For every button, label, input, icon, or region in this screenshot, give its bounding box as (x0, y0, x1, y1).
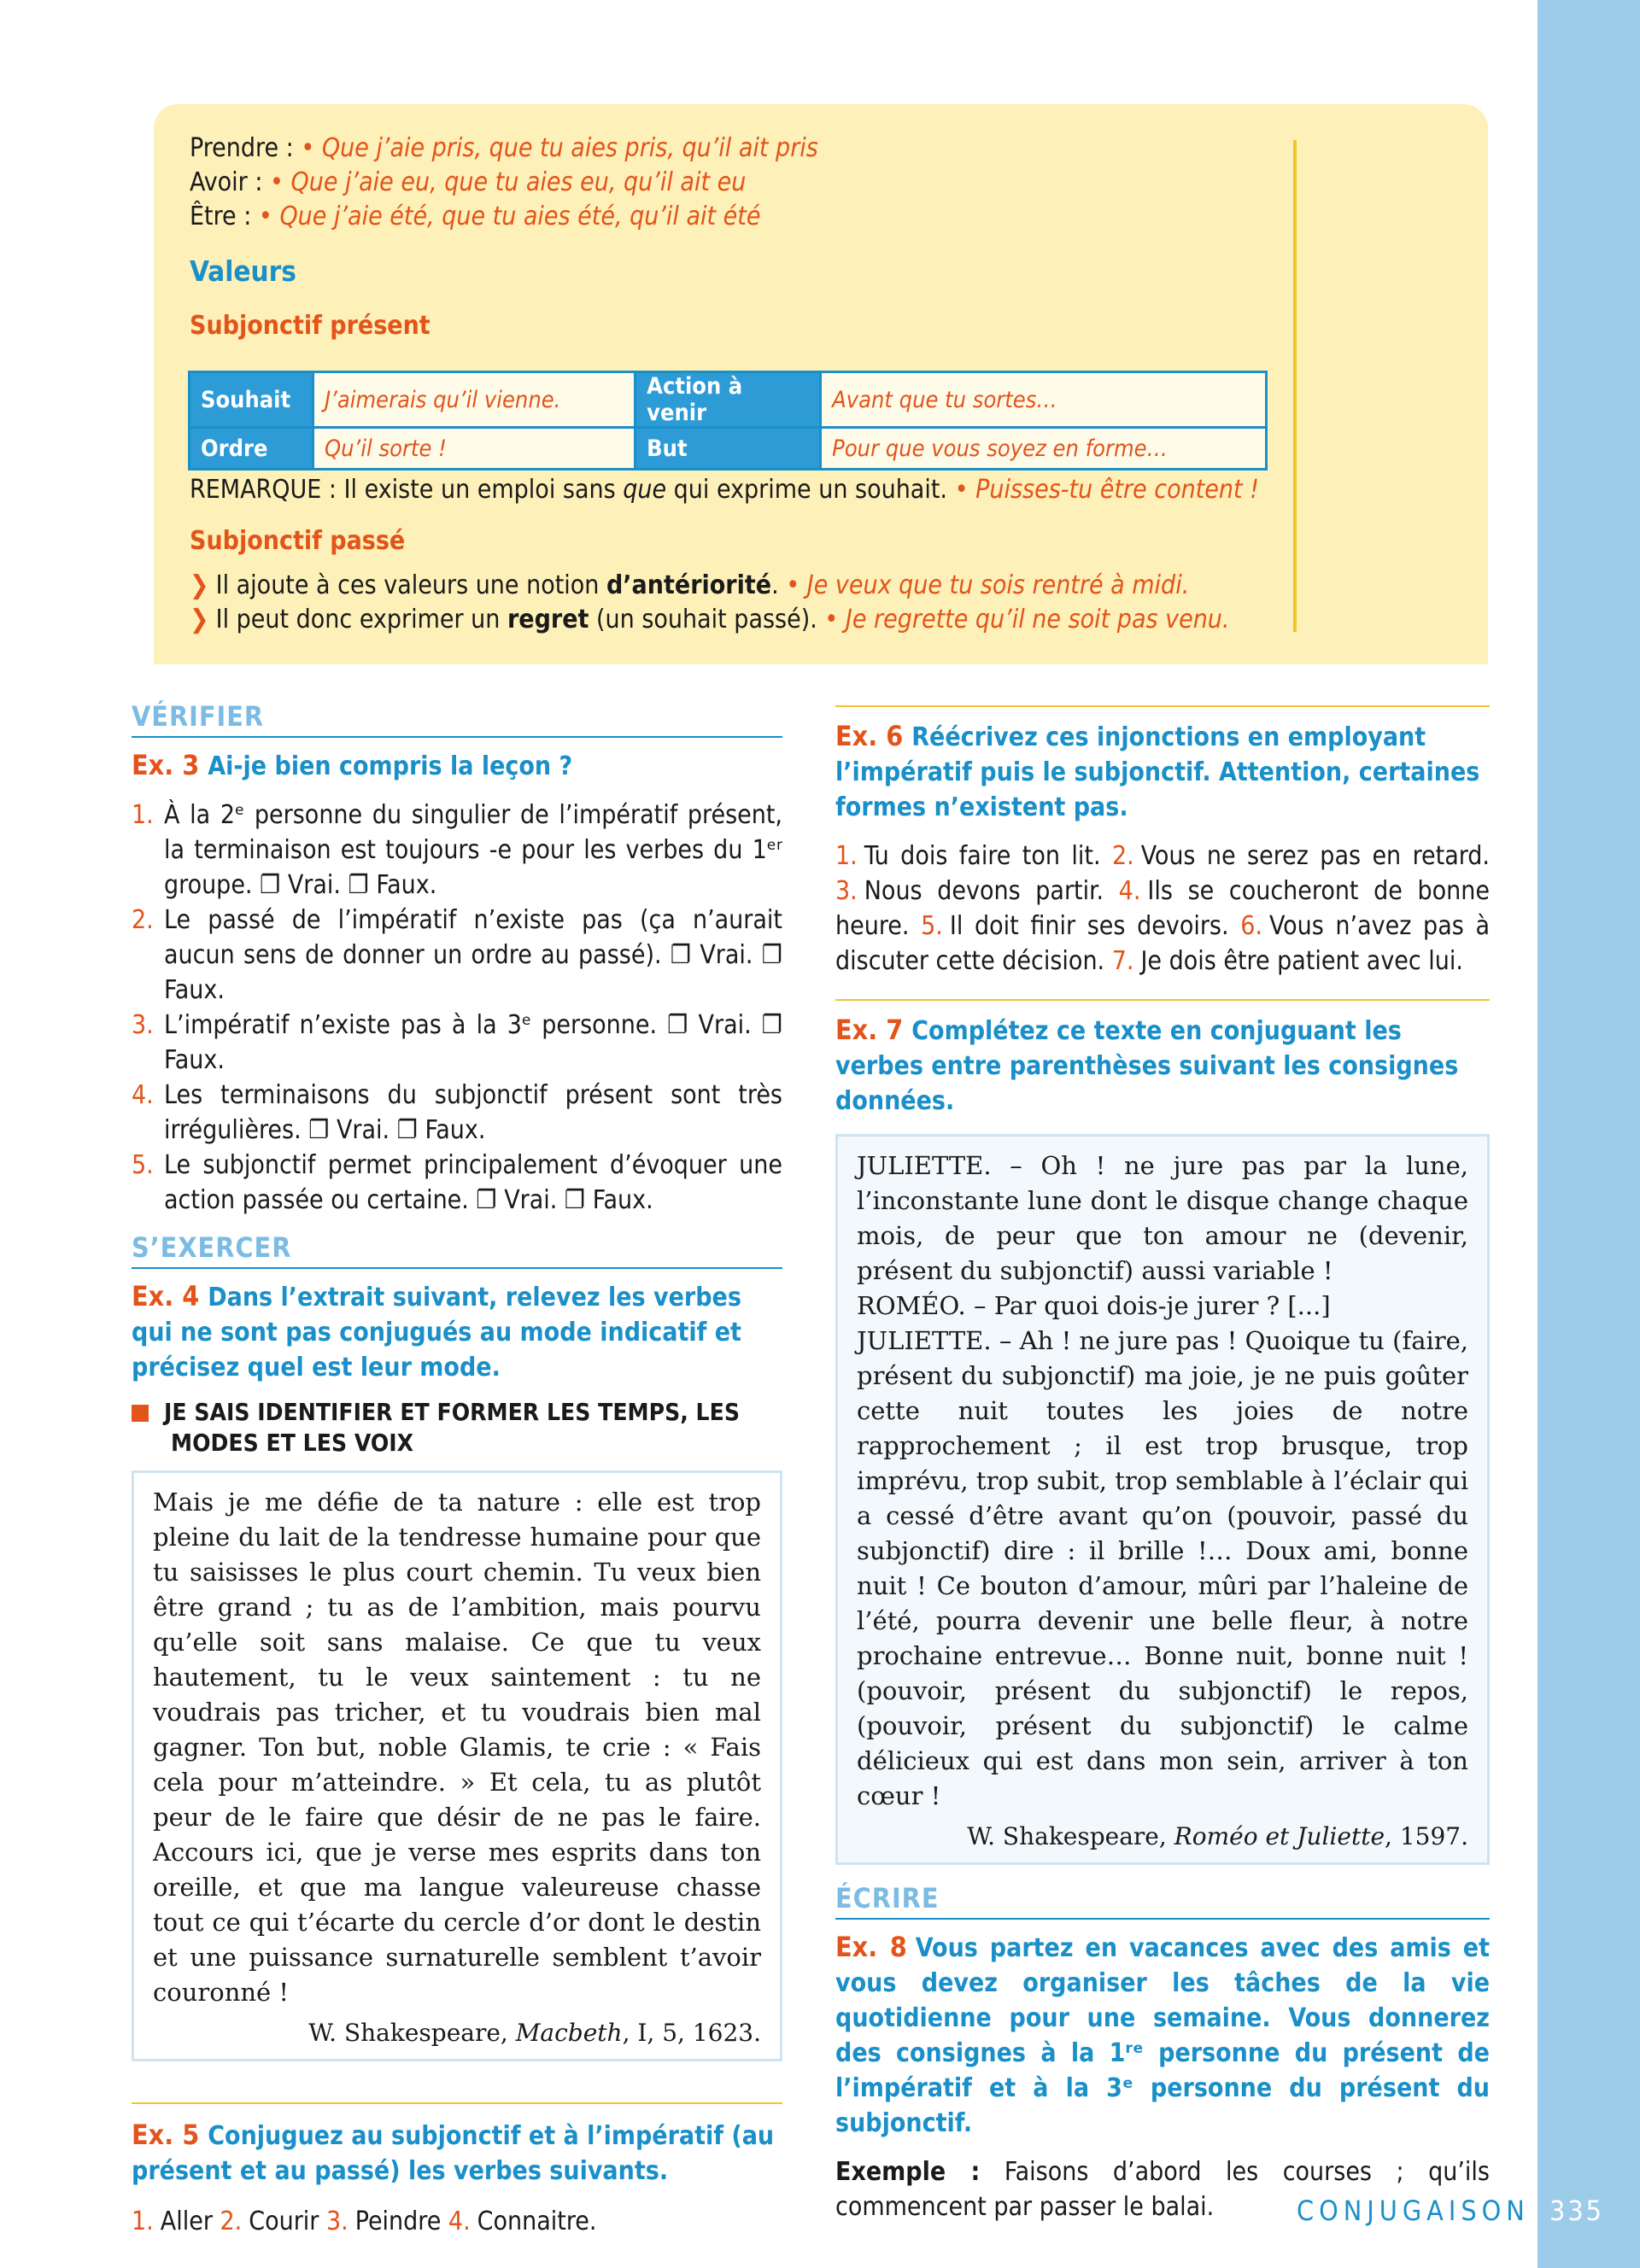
left-column (132, 700, 782, 2239)
conj-line-avoir: Avoir : • Que j’aie eu, que tu aies eu, qu’il ait eu (190, 167, 747, 197)
list-item: 2. Le passé de l’impératif n’existe pas (ça n’aurait aucun sens de donner un ordre au passé). ❐ Vrai. ❐ Faux. (132, 905, 782, 1005)
ex5-list: 1. Aller 2. Courir 3. Peindre 4. Connaitre. (132, 2207, 597, 2236)
table-row: Souhait J’aimerais qu’il vienne. Action à venir Avant que tu sortes… (190, 372, 1267, 428)
section-rule (132, 1267, 782, 1269)
valeurs-table (188, 371, 1268, 471)
right-column (835, 705, 1490, 2224)
ex7-heading: Ex. 7 Complétez ce texte en conjuguant les verbes entre parenthèses suivant les consignes données. (835, 1014, 1459, 1116)
ex8-example: Exemple : Faisons d’abord les courses ; qu’ils commencent par passer le balai. (835, 2157, 1490, 2222)
section-exercer: S’EXERCER (132, 1231, 292, 1264)
ex8-heading: Ex. 8 Vous partez en vacances avec des amis et vous devez organiser les tâches de la vie quotidienne pour une semaine. Vous donnerez des consignes à la 1ʳᵉ personne du présent de l’impératif et à la 3ᵉ personne du présent du subjonctif. (835, 1931, 1491, 2138)
skill-label: JE SAIS IDENTIFIER ET FORMER LES TEMPS, LES MODES ET LES VOIX (132, 1397, 782, 1458)
bullet-anteriorite: ❯ Il ajoute à ces valeurs une notion d’antériorité. • Je veux que tu sois rentré à midi. (190, 570, 1190, 600)
remarque-line: REMARQUE : Il existe un emploi sans que qui exprime un souhait. • Puisses-tu être content ! (190, 475, 1259, 505)
ex5-heading: Ex. 5 Conjuguez au subjonctif et à l’impératif (au présent et au passé) les verbes suivants. (132, 2119, 775, 2186)
lesson-margin-rule (1293, 140, 1297, 632)
subjonctif-present-heading: Subjonctif présent (190, 311, 430, 341)
romeo-extract: JULIETTE. – Oh ! ne jure pas par la lune, l’inconstante lune dont le disque change chaque mois, de peur que ton amour ne (devenir, présent du subjonctif) aussi variable ! ROMÉO. – Par quoi dois-je jurer ? [...] JULIETTE. – Ah ! ne jure pas ! Quoique tu (faire, présent du subjonctif) ma joie, je ne puis goûter cette nuit toutes les joies de notre rapprochement ; il est trop brusque, trop imprévu, trop subit, trop semblable à l’éclair qui a cessé d’être avant qu’on (pouvoir, passé du subjonctif) dire : il brille !… Doux ami, bonne nuit ! Ce bouton d’amour, mûri par l’haleine de l’été, pourra devenir une belle fleur, à notre prochaine entrevue… Bonne nuit, bonne nuit ! (pouvoir, présent du subjonctif) le repos, (pouvoir, présent du subjonctif) le calme délicieux qui est dans mon sein, arriver à ton cœur ! W. Shakespeare, Roméo et Juliette, 1597. (835, 1134, 1490, 1865)
ex3-list (132, 798, 782, 1218)
macbeth-extract: Mais je me défie de ta nature : elle est trop pleine du lait de la tendresse humaine pour que tu saisisses le plus court chemin. Tu veux bien être grand ; tu as de l’ambition, mais pourvu qu’elle soit sans malaise. Ce que tu veux hautement, tu le veux saintement : tu ne voudrais pas tricher, et tu voudrais bien mal gagner. Ton but, noble Glamis, te crie : « Fais cela pour m’atteindre. » Et cela, tu as plutôt peur de le faire que désir de ne pas le faire. Accours ici, que je verse mes esprits dans ton oreille, et que ma langue valeureuse chasse tout ce qui t’écarte du cercle d’or dont le destin et une puissance surnaturelle semblent t’avoir couronné ! W. Shakespeare, Macbeth, I, 5, 1623. (132, 1470, 782, 2061)
romeo-source: W. Shakespeare, Roméo et Juliette, 1597. (967, 1822, 1468, 1850)
macbeth-source: W. Shakespeare, Macbeth, I, 5, 1623. (308, 2019, 761, 2047)
conj-line-etre: Être : • Que j’aie été, que tu aies été, qu’il ait été (190, 202, 761, 231)
ex4-heading: Ex. 4 Dans l’extrait suivant, relevez les verbes qui ne sont pas conjugués au mode indicatif et précisez quel est leur mode. (132, 1280, 741, 1382)
list-item: 1. À la 2ᵉ personne du singulier de l’impératif présent, la terminaison est toujours -e pour les verbes du 1ᵉʳ groupe. ❐ Vrai. ❐ Faux. (132, 800, 782, 900)
ex6-heading: Ex. 6 Réécrivez ces injonctions en employant l’impératif puis le subjonctif. Attention, certaines formes n’existent pas. (835, 720, 1480, 822)
section-verifier: VÉRIFIER (132, 700, 265, 733)
list-item: 5. Le subjonctif permet principalement d’évoquer une action passée ou certaine. ❐ Vrai. ❐ Faux. (132, 1150, 782, 1215)
lesson-box (154, 104, 1488, 664)
exercise-separator (835, 999, 1490, 1001)
ex6-list: 1. Tu dois faire ton lit. 2. Vous ne serez pas en retard. 3. Nous devons partir. 4. Ils se coucheront de bonne heure. 5. Il doit finir ses devoirs. 6. Vous n’avez pas à discuter cette décision. 7. Je dois être patient avec lui. (835, 841, 1491, 976)
right-margin-band (1538, 0, 1640, 2268)
section-rule (835, 1918, 1490, 1920)
chevron-right-icon: ❯ (190, 570, 209, 600)
section-rule (132, 736, 782, 738)
exercise-separator (132, 2102, 782, 2104)
conj-line-prendre: Prendre : • Que j’aie pris, que tu aies pris, qu’il ait pris (190, 133, 818, 163)
section-ecrire: ÉCRIRE (835, 1882, 940, 1914)
list-item: 4. Les terminaisons du subjonctif présent sont très irrégulières. ❐ Vrai. ❐ Faux. (132, 1080, 782, 1145)
page-number: 335 (1549, 2195, 1604, 2227)
square-bullet-icon (132, 1405, 149, 1422)
footer-section-label: CONJUGAISON (1297, 2195, 1530, 2227)
list-item: 3. L’impératif n’existe pas à la 3ᵉ personne. ❐ Vrai. ❐ Faux. (132, 1010, 782, 1075)
valeurs-heading: Valeurs (190, 254, 296, 288)
table-row: Ordre Qu’il sorte ! But Pour que vous soyez en forme… (190, 428, 1267, 470)
ex3-heading: Ex. 3 Ai-je bien compris la leçon ? (132, 749, 573, 781)
bullet-regret: ❯ Il peut donc exprimer un regret (un souhait passé). • Je regrette qu’il ne soit pas venu. (190, 605, 1230, 634)
exercise-separator (835, 705, 1490, 707)
subjonctif-passe-heading: Subjonctif passé (190, 526, 406, 556)
chevron-right-icon: ❯ (190, 605, 209, 634)
